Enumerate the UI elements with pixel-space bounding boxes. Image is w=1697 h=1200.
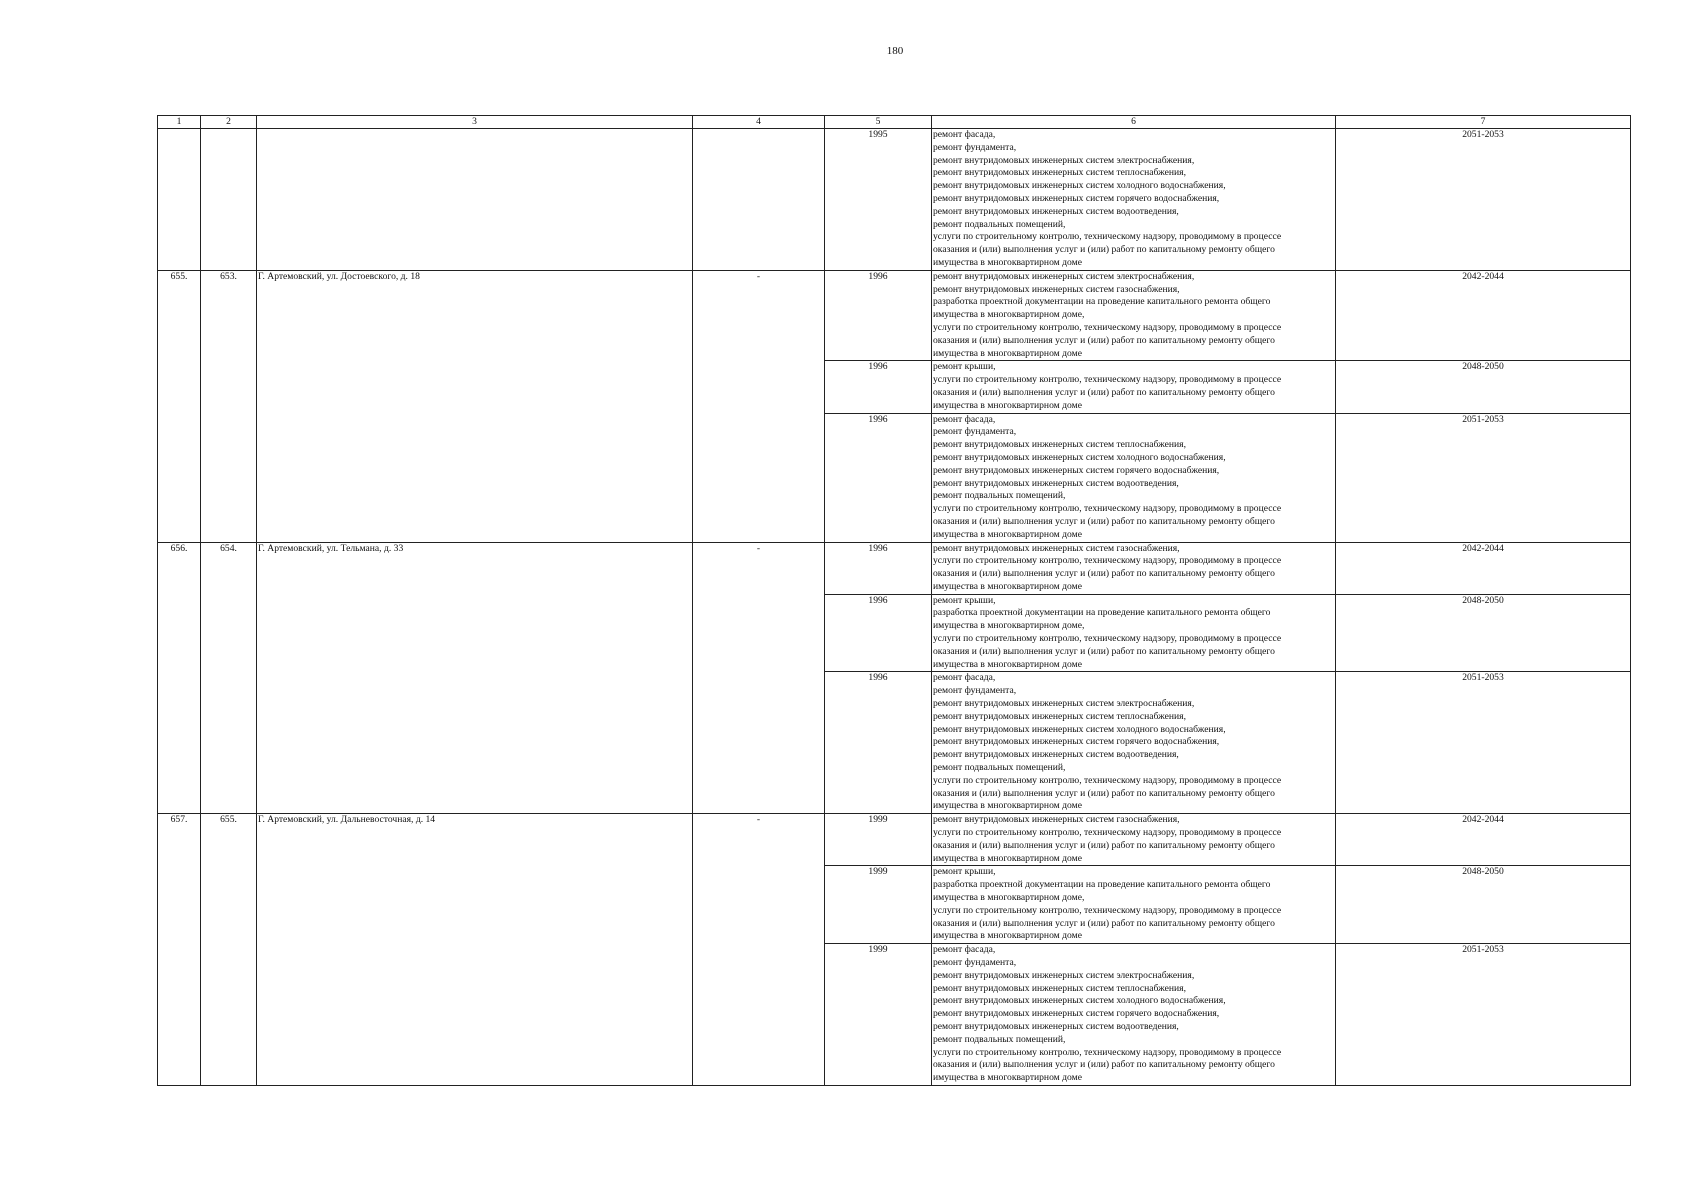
period-cell: 2048-2050 [1336,866,1631,944]
column-number-row [158,116,1631,129]
capital-repair-table [157,115,1631,1086]
column-number: 1 [158,116,201,129]
works-cell [932,866,1336,944]
work-line: ремонт внутридомовых инженерных систем электроснабжения, [933,969,1195,981]
work-line: имущества в многоквартирном доме, [933,309,1085,321]
work-line: ремонт внутридомовых инженерных систем горячего водоснабжения, [933,192,1220,204]
col4-cell: - [693,270,825,542]
work-line: услуги по строительному контролю, техническому надзору, проводимому в процессе [933,633,1282,645]
work-line: ремонт крыши, [933,594,996,606]
work-line: ремонт внутридомовых инженерных систем теплоснабжения, [933,710,1186,722]
address-cell: Г. Артемовский, ул. Тельмана, д. 33 [257,542,693,814]
work-line: оказания и (или) выполнения услуг и (или) работ по капитальному ремонту общего [933,645,1275,657]
period-cell: 2042-2044 [1336,542,1631,594]
work-line: имущества в многоквартирном доме, [933,620,1085,632]
register-number-cell: 653. [201,270,257,542]
period-cell: 2051-2053 [1336,944,1631,1086]
year-cell: 1995 [825,129,932,271]
address-cell: Г. Артемовский, ул. Достоевского, д. 18 [257,270,693,542]
work-line: ремонт фасада, [933,944,996,956]
year-cell: 1999 [825,814,932,866]
works-cell [932,413,1336,542]
year-cell: 1999 [825,866,932,944]
work-line: имущества в многоквартирном доме [933,580,1082,592]
year-cell: 1996 [825,270,932,361]
work-line: ремонт внутридомовых инженерных систем газоснабжения, [933,283,1180,295]
work-line: ремонт внутридомовых инженерных систем газоснабжения, [933,542,1180,554]
work-line: имущества в многоквартирном доме [933,658,1082,670]
period-cell: 2042-2044 [1336,270,1631,361]
works-cell [932,542,1336,594]
works-cell [932,672,1336,814]
work-line: ремонт внутридомовых инженерных систем водоотведения, [933,477,1179,489]
work-line: оказания и (или) выполнения услуг и (или) работ по капитальному ремонту общего [933,244,1275,256]
record-number-cell: 656. [158,542,201,814]
work-line: ремонт внутридомовых инженерных систем теплоснабжения, [933,167,1186,179]
record-row [158,542,1631,594]
year-cell: 1996 [825,542,932,594]
work-line: оказания и (или) выполнения услуг и (или) работ по капитальному ремонту общего [933,334,1275,346]
work-line: оказания и (или) выполнения услуг и (или) работ по капитальному ремонту общего [933,787,1275,799]
column-number: 3 [257,116,693,129]
work-line: оказания и (или) выполнения услуг и (или) работ по капитальному ремонту общего [933,515,1275,527]
work-line: услуги по строительному контролю, техническому надзору, проводимому в процессе [933,503,1282,515]
work-line: оказания и (или) выполнения услуг и (или) работ по капитальному ремонту общего [933,568,1275,580]
year-cell: 1996 [825,594,932,672]
work-line: услуги по строительному контролю, техническому надзору, проводимому в процессе [933,321,1282,333]
work-line: оказания и (или) выполнения услуг и (или) работ по капитальному ремонту общего [933,1059,1275,1071]
work-line: имущества в многоквартирном доме [933,256,1082,268]
work-line: имущества в многоквартирном доме [933,399,1082,411]
works-cell [932,944,1336,1086]
work-line: услуги по строительному контролю, техническому надзору, проводимому в процессе [933,774,1282,786]
record-number-cell [158,129,201,271]
work-line: ремонт фасада, [933,413,996,425]
work-line: оказания и (или) выполнения услуг и (или) работ по капитальному ремонту общего [933,386,1275,398]
work-line: услуги по строительному контролю, техническому надзору, проводимому в процессе [933,231,1282,243]
address-cell: Г. Артемовский, ул. Дальневосточная, д. 14 [257,814,693,1086]
work-line: ремонт внутридомовых инженерных систем горячего водоснабжения, [933,1008,1220,1020]
work-line: услуги по строительному контролю, техническому надзору, проводимому в процессе [933,555,1282,567]
register-number-cell: 655. [201,814,257,1086]
work-line: ремонт внутридомовых инженерных систем водоотведения, [933,749,1179,761]
col4-cell [693,129,825,271]
period-cell: 2051-2053 [1336,672,1631,814]
year-cell: 1999 [825,944,932,1086]
work-line: услуги по строительному контролю, техническому надзору, проводимому в процессе [933,1046,1282,1058]
column-number: 7 [1336,116,1631,129]
work-line: ремонт внутридомовых инженерных систем электроснабжения, [933,698,1195,710]
works-cell [932,129,1336,271]
work-line: разработка проектной документации на проведение капитального ремонта общего [933,879,1271,891]
work-line: ремонт фундамента, [933,426,1017,438]
column-number: 2 [201,116,257,129]
column-number: 4 [693,116,825,129]
address-cell [257,129,693,271]
work-line: ремонт крыши, [933,866,996,878]
work-line: разработка проектной документации на проведение капитального ремонта общего [933,607,1271,619]
work-line: ремонт крыши, [933,361,996,373]
work-line: ремонт внутридомовых инженерных систем холодного водоснабжения, [933,995,1226,1007]
period-cell: 2051-2053 [1336,413,1631,542]
record-row [158,814,1631,866]
work-line: имущества в многоквартирном доме, [933,892,1085,904]
continuation-row [158,129,1631,271]
year-cell: 1996 [825,672,932,814]
work-line: ремонт внутридомовых инженерных систем электроснабжения, [933,154,1195,166]
work-line: ремонт подвальных помещений, [933,762,1066,774]
work-line: ремонт подвальных помещений, [933,1033,1066,1045]
work-line: ремонт внутридомовых инженерных систем горячего водоснабжения, [933,736,1220,748]
year-cell: 1996 [825,413,932,542]
works-cell [932,594,1336,672]
col4-cell: - [693,542,825,814]
work-line: ремонт внутридомовых инженерных систем холодного водоснабжения, [933,723,1226,735]
work-line: услуги по строительному контролю, техническому надзору, проводимому в процессе [933,827,1282,839]
work-line: услуги по строительному контролю, техническому надзору, проводимому в процессе [933,904,1282,916]
work-line: ремонт фундамента, [933,141,1017,153]
work-line: ремонт внутридомовых инженерных систем водоотведения, [933,1020,1179,1032]
work-line: ремонт внутридомовых инженерных систем холодного водоснабжения, [933,451,1226,463]
work-line: ремонт подвальных помещений, [933,218,1066,230]
work-line: ремонт фасада, [933,129,996,140]
work-line: имущества в многоквартирном доме [933,528,1082,540]
col4-cell: - [693,814,825,1086]
work-line: имущества в многоквартирном доме [933,930,1082,942]
record-row [158,270,1631,361]
record-number-cell: 657. [158,814,201,1086]
period-cell: 2042-2044 [1336,814,1631,866]
work-line: ремонт внутридомовых инженерных систем горячего водоснабжения, [933,464,1220,476]
works-cell [932,814,1336,866]
work-line: оказания и (или) выполнения услуг и (или) работ по капитальному ремонту общего [933,839,1275,851]
register-number-cell [201,129,257,271]
record-number-cell: 655. [158,270,201,542]
work-line: имущества в многоквартирном доме [933,800,1082,812]
column-number: 6 [932,116,1336,129]
work-line: ремонт фасада, [933,672,996,684]
work-line: ремонт внутридомовых инженерных систем холодного водоснабжения, [933,180,1226,192]
page-number: 180 [886,45,904,57]
column-number: 5 [825,116,932,129]
work-line: ремонт внутридомовых инженерных систем водоотведения, [933,205,1179,217]
work-line: оказания и (или) выполнения услуг и (или) работ по капитальному ремонту общего [933,917,1275,929]
period-cell: 2051-2053 [1336,129,1631,271]
work-line: услуги по строительному контролю, техническому надзору, проводимому в процессе [933,374,1282,386]
work-line: ремонт фундамента, [933,957,1017,968]
work-line: разработка проектной документации на проведение капитального ремонта общего [933,296,1271,308]
work-line: ремонт внутридомовых инженерных систем электроснабжения, [933,270,1195,282]
period-cell: 2048-2050 [1336,594,1631,672]
work-line: ремонт подвальных помещений, [933,490,1066,502]
year-cell: 1996 [825,361,932,413]
work-line: ремонт внутридомовых инженерных систем теплоснабжения, [933,982,1186,994]
period-cell: 2048-2050 [1336,361,1631,413]
works-cell [932,270,1336,361]
work-line: имущества в многоквартирном доме [933,852,1082,864]
work-line: ремонт внутридомовых инженерных систем газоснабжения, [933,814,1180,826]
work-line: имущества в многоквартирном доме [933,347,1082,359]
works-cell [932,361,1336,413]
work-line: ремонт внутридомовых инженерных систем теплоснабжения, [933,439,1186,451]
register-number-cell: 654. [201,542,257,814]
work-line: имущества в многоквартирном доме [933,1072,1082,1084]
work-line: ремонт фундамента, [933,685,1017,697]
